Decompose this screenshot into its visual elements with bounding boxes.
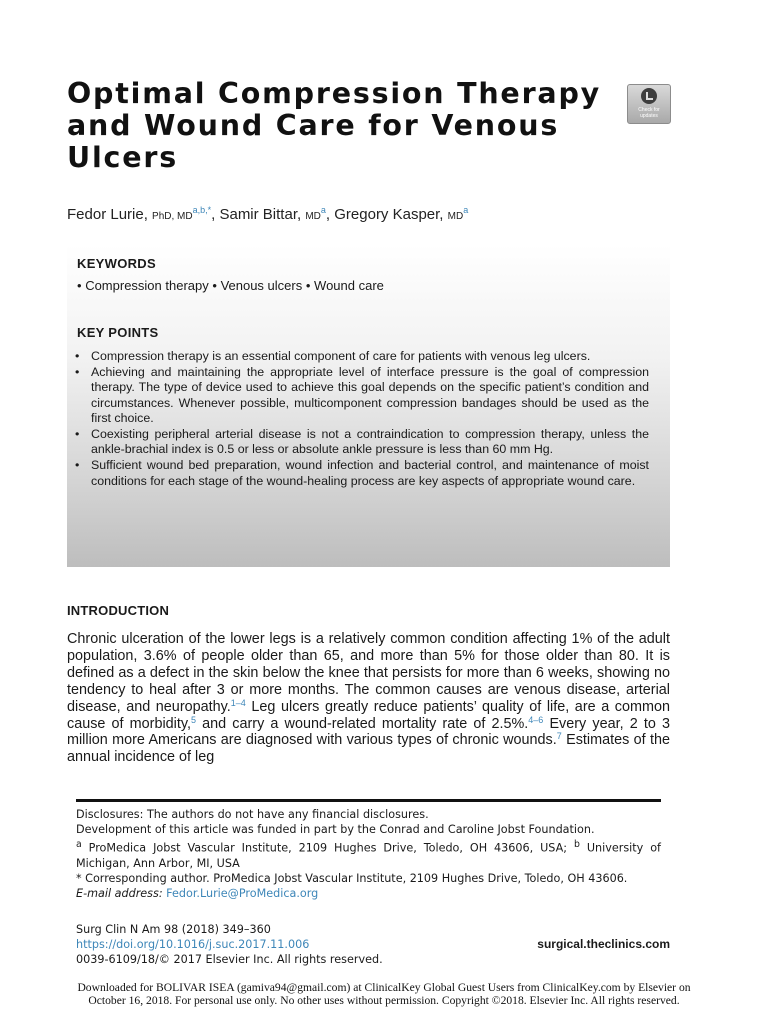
badge-line-2: updates <box>640 113 658 119</box>
affiliation-mark: b <box>573 839 580 850</box>
reference-link[interactable]: 1–4 <box>230 697 246 708</box>
key-point-item: • Compression therapy is an essential component of care for patients with venous leg ulcers. <box>75 349 649 364</box>
keywords-heading: KEYWORDS <box>77 256 156 271</box>
key-points-list <box>75 349 649 490</box>
author-degree: PhD, MD <box>152 211 193 222</box>
intro-text: Leg ulcers greatly reduce patients’ quality of life, are a common cause of morbidity, <box>67 698 670 732</box>
keyword[interactable]: Venous ulcers <box>220 278 303 293</box>
introduction-heading: INTRODUCTION <box>67 603 170 618</box>
intro-text: and carry a wound-related mortality rate of 2.5%. <box>196 715 529 732</box>
bullet-icon: • <box>212 278 217 293</box>
reference-link[interactable]: 4–6 <box>528 714 544 725</box>
download-notice <box>0 982 768 1007</box>
affiliation-b: University of Michigan, Ann Arbor, MI, USA <box>76 841 661 870</box>
article-title: Optimal Compression Therapy and Wound Care for Venous Ulcers <box>67 77 602 174</box>
bullet-icon: • <box>77 278 82 293</box>
intro-text: Estimates of the annual incidence of leg <box>67 732 670 766</box>
check-mark-icon <box>641 88 657 104</box>
reference-link[interactable]: 7 <box>556 731 562 742</box>
author-degree: MD <box>447 211 464 222</box>
key-point-item: • Achieving and maintaining the appropriate level of interface pressure is the goal of compression therapy. The type of device used to achieve this goal depends on the specific patient’s condition and circumstances. Whenever possible, multicomponent compression bandages should be used as the first choice. <box>75 365 649 426</box>
reference-link[interactable]: 5 <box>191 714 197 725</box>
copyright-line: 0039-6109/18/© 2017 Elsevier Inc. All rights reserved. <box>76 953 383 966</box>
disclosures-note: Disclosures: The authors do not have any financial disclosures. <box>76 808 429 821</box>
author-degree: MD <box>305 211 321 222</box>
email-note <box>76 886 661 901</box>
author-name: Fedor Lurie, <box>67 206 148 223</box>
key-point-item: • Sufficient wound bed preparation, wound infection and bacterial control, and maintenance of moist conditions for each stage of the wound-healing process are key aspects of appropriate wound care. <box>75 458 649 488</box>
intro-text: Chronic ulceration of the lower legs is a relatively common condition affecting 1% of the adult population, 3.6% of people older than 65, and more than 5% for those older than 80. It is defined as a defect in the skin below the knee that persists for more than 6 weeks, showing no tendency to heal after 3 or more months. The common causes are venous disease, arterial disease, and neuropathy. <box>67 631 670 715</box>
doi-link[interactable]: https://doi.org/10.1016/j.suc.2017.11.006 <box>76 938 310 951</box>
author-affiliation-mark[interactable]: a <box>320 205 326 215</box>
email-label: E-mail address: <box>76 886 163 900</box>
author-affiliation-mark[interactable]: a <box>463 205 469 215</box>
keyword[interactable]: Wound care <box>314 278 384 293</box>
journal-site-link[interactable]: surgical.theclinics.com <box>537 937 670 951</box>
author-affiliation-mark[interactable]: a,b,* <box>192 205 212 215</box>
author-list: Fedor Lurie, PhD, $MD^{a,b,*}$, Samir Bittar, $MD^a$, Gregory Kasper, $MD^a$ <box>67 205 469 223</box>
check-for-updates-badge[interactable] <box>627 84 671 124</box>
affiliations-note <box>76 837 661 871</box>
author-name: Gregory Kasper, <box>334 206 444 223</box>
corresponding-author-note: * Corresponding author. ProMedica Jobst Vascular Institute, 2109 Hughes Drive, Toledo, OH 43606. <box>76 871 628 885</box>
bullet-icon: • <box>305 278 311 293</box>
affiliation-mark: a <box>76 839 82 850</box>
key-point-item: • Coexisting peripheral arterial disease is not a contraindication to compression therapy, unless the ankle-brachial index is 0.5 or less or absolute ankle pressure is less than 60 mm Hg. <box>75 427 649 457</box>
badge-line-1: Check for <box>638 107 660 113</box>
keywords-list <box>77 278 384 293</box>
footnotes <box>76 807 661 901</box>
affiliation-a: ProMedica Jobst Vascular Institute, 2109 Hughes Drive, Toledo, OH 43606, USA; <box>88 841 568 855</box>
key-points-heading: KEY POINTS <box>77 325 159 340</box>
funding-note: Development of this article was funded in part by the Conrad and Caroline Jobst Foundation. <box>76 823 595 836</box>
email-link[interactable]: Fedor.Lurie@ProMedica.org <box>166 886 319 900</box>
download-notice-line: October 16, 2018. For personal use only. No other uses without permission. Copyright ©2018. Elsevier Inc. All rights reserved. <box>88 993 680 1007</box>
intro-text: Every year, 2 to 3 million more Americans are diagnosed with various types of chronic wounds. <box>67 715 670 749</box>
download-notice-line: Downloaded for BOLIVAR ISEA (gamiva94@gmail.com) at ClinicalKey Global Guest Users from ClinicalKey.com by Elsevier on <box>77 981 691 994</box>
keyword[interactable]: Compression therapy <box>85 278 209 293</box>
keywords-keypoints-box <box>67 244 670 567</box>
citation-block <box>76 922 670 967</box>
journal-citation: Surg Clin N Am 98 (2018) 349–360 <box>76 923 271 936</box>
introduction-paragraph <box>67 631 670 766</box>
footnote-divider <box>76 799 661 802</box>
author-name: Samir Bittar, <box>219 206 302 223</box>
